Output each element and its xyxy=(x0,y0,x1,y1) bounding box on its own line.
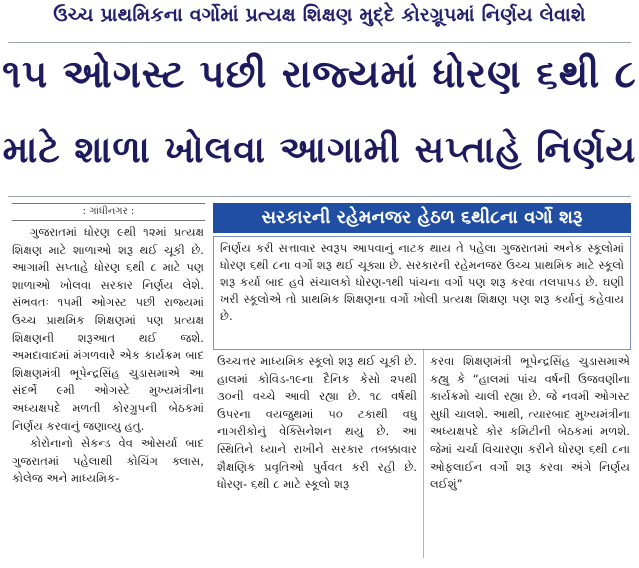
divider xyxy=(8,196,631,197)
column-divider xyxy=(423,350,424,558)
dateline: : ગાંધીનગર : xyxy=(12,203,205,221)
article-column-3 xyxy=(430,353,630,563)
paragraph: ગુજરાતમાં ધોરણ ૯થી ૧૨માં પ્રત્યક્ષ શિક્ષણ માટે શાળાઓ શરૂ થઈ ચૂકી છે. આગામી સપ્તાહે ધોરણ ૬થી ૮ માટે પણ શાળાઓ ખોલવા સરકાર નિર્ણય લેશે. સંભવતઃ ૧૫મી ઓગસ્ટ પછી રાજ્યમાં ઉચ્ચ પ્રાથમિક શિક્ષણમાં પણ પ્રત્યક્ષ શિક્ષણની શરૂઆત થઈ જશે. અમદાવાદમાં મંગળવારે એક કાર્યક્રમ બાદ શિક્ષણમંત્રી ભૂપેન્દ્રસિંહ ચુડાસમાએ આ સંદર્ભે ૯મી ઓગસ્ટે મુખ્યમંત્રીના અધ્યક્ષપદે મળતી કોરગ્રુપની બેઠકમાં નિર્ણય કરવાનું જણાવ્યુ હતુ. xyxy=(12,225,204,433)
article-column-2 xyxy=(217,353,417,563)
headline-line-2: માટે શાળા ખોલવા આગામી સપ્તાહે નિર્ણય xyxy=(2,128,637,171)
article-kicker: ઉચ્ચ પ્રાથમિકના વર્ગોમાં પ્રત્યક્ષ શિક્ષણ મુદ્દે કોરગ્રૂપમાં નિર્ણય લેવાશે xyxy=(53,4,586,26)
paragraph: કોરોનાનો સેકન્ડ વેવ ઓસર્યા બાદ ગુજરાતમાં પહેલાથી કોચિંગ ક્લાસ, કોલેજ અને માધ્યમિક- xyxy=(12,436,204,486)
sidebar-banner: સરકારની રહેમનજર હેઠળ ૬થી૮ના વર્ગો શરૂ xyxy=(213,203,631,233)
divider xyxy=(8,42,631,43)
paragraph: કરવા શિક્ષણમંત્રી ભૂપેન્દ્રસિંહ ચુડાસમાએ કહ્યુ કે “હાલમાં પાંચ વર્ષની ઉજવણીના કાર્યક્રમો ચાલી રહ્યા છે. જે નવમી ઓગસ્ટ સુધી ચાલશે. આથી, ત્યારબાદ મુખ્યમંત્રીના અધ્યક્ષપદે કોર કમિટીની બેઠકમાં મળશે. જેમાં ચર્ચા વિચારણા કરીને ધોરણ ૬થી ૮ના ઓફલાઈન વર્ગો શરૂ કરવા અંગે નિર્ણય લઈશું” xyxy=(430,354,630,492)
paragraph: ઉચ્ચત્તર માધ્યમિક સ્કૂલો શરૂ થઈ ચૂકી છે. હાલમાં કોવિડ-૧૯ના દૈનિક કેસો ૨૫થી ૩૦ની વચ્ચે આવી રહ્યા છે. ૧૮ વર્ષથી ઉપરના વયજુથમાં ૫૦ ટકાથી વધુ નાગરીકોનું વેક્સિનેશન થયુ છે. આ સ્થિતિને ધ્યાને રાખીને સરકાર તબક્કાવાર શૈક્ષણિક પ્રવૃતિઓ પુર્વવત કરી રહી છે. ધોરણ- ૬થી ૮ માટે સ્કૂલો શરૂ xyxy=(217,354,417,492)
sidebar-box-text: નિર્ણય કરી સત્તાવાર સ્વરૂપ આપવાનું નાટક થાય તે પહેલા ગુજરાતમાં અનેક સ્કૂલોમાં ધોરણ ૬થી ૮ના વર્ગો શરૂ થઈ ચૂક્યા છે. સરકારની રહેમનજર ઉચ્ચ પ્રાથમિક માટે સ્કૂલો શરૂ કર્યા બાદ હવે સંચાલકો ધોરણ-૧થી પાંચના વર્ગો પણ શરૂ કરવા તલપાપડ છે. ઘણી ખરી સ્કૂલોએ તો પ્રાથમિક શિક્ષણના વર્ગો ખોલી પ્રત્યક્ષ શિક્ષણ પણ શરૂ કર્યાનું કહેવાય છે. xyxy=(213,236,631,350)
headline-line-1: ૧૫ ઓગસ્ટ પછી રાજ્યમાં ધોરણ ૬થી ૮ xyxy=(2,52,637,97)
article-column-1 xyxy=(12,224,204,564)
